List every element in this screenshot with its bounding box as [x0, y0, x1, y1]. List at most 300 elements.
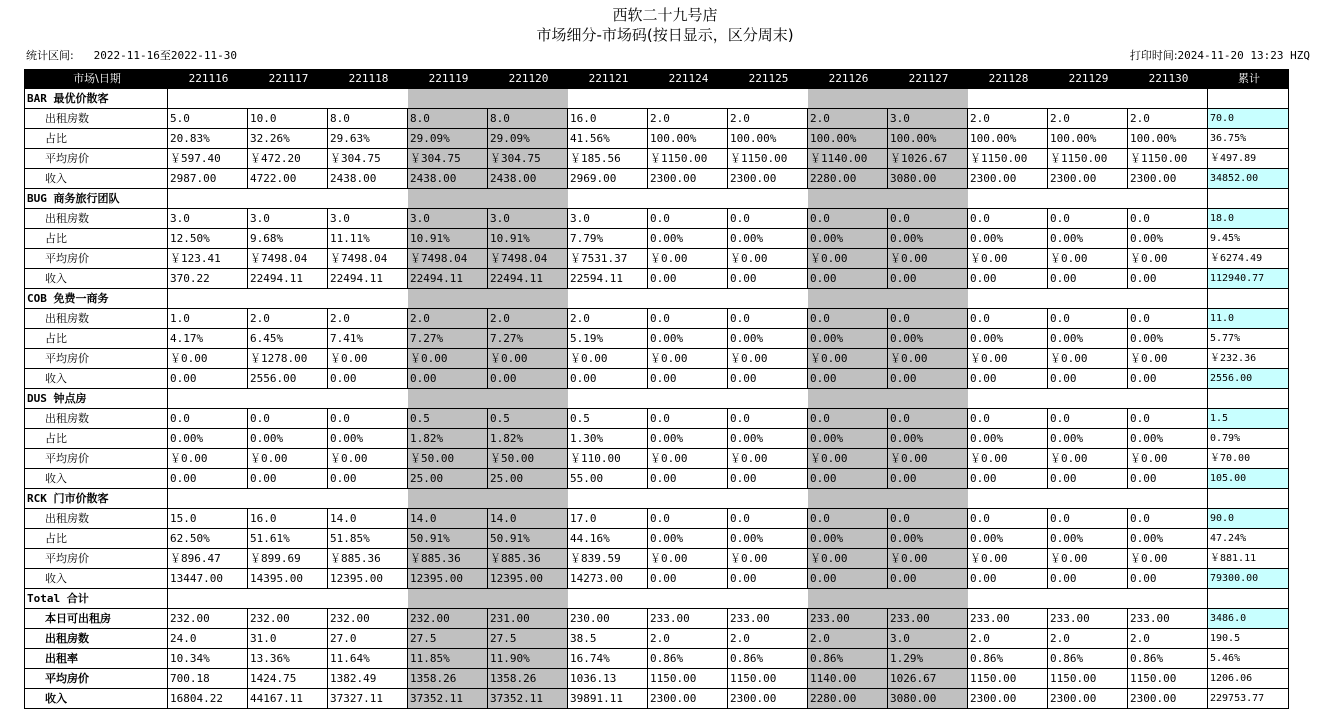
total-cell: 9.45% — [1208, 229, 1289, 249]
value-cell: 0.0 — [968, 509, 1048, 529]
value-cell: 11.64% — [328, 649, 408, 669]
value-cell: 100.00% — [968, 129, 1048, 149]
section-blank-cell — [648, 189, 728, 209]
value-cell: 11.11% — [328, 229, 408, 249]
value-cell: ￥0.00 — [328, 449, 408, 469]
table-row — [25, 609, 1289, 629]
value-cell: 100.00% — [648, 129, 728, 149]
value-cell: 16.74% — [568, 649, 648, 669]
value-cell: 0.0 — [1048, 409, 1128, 429]
section-blank-cell — [888, 89, 968, 109]
value-cell: 1358.26 — [488, 669, 568, 689]
value-cell: 0.00% — [648, 329, 728, 349]
value-cell: ￥839.59 — [568, 549, 648, 569]
total-cell: ￥881.11 — [1208, 549, 1289, 569]
value-cell: 27.0 — [328, 629, 408, 649]
value-cell: 20.83% — [168, 129, 248, 149]
value-cell: 0.0 — [1128, 309, 1208, 329]
table-row — [25, 569, 1289, 589]
value-cell: 0.00 — [408, 369, 488, 389]
total-cell: 5.46% — [1208, 649, 1289, 669]
row-label: 占比 — [25, 329, 168, 349]
section-blank-cell — [168, 389, 248, 409]
value-cell: 3080.00 — [888, 169, 968, 189]
section-header-row — [25, 389, 1289, 409]
value-cell: 2.0 — [728, 629, 808, 649]
section-blank-cell — [408, 389, 488, 409]
row-label: 占比 — [25, 229, 168, 249]
section-blank-cell — [808, 289, 888, 309]
value-cell: 2.0 — [488, 309, 568, 329]
row-label: 收入 — [25, 169, 168, 189]
value-cell: 2438.00 — [408, 169, 488, 189]
section-blank-cell — [328, 89, 408, 109]
value-cell: 0.00 — [1048, 469, 1128, 489]
table-row — [25, 409, 1289, 429]
value-cell: 2300.00 — [1048, 169, 1128, 189]
row-label: 平均房价 — [25, 149, 168, 169]
value-cell: ￥0.00 — [968, 249, 1048, 269]
value-cell: 0.00% — [808, 529, 888, 549]
value-cell: 0.0 — [648, 509, 728, 529]
value-cell: ￥50.00 — [488, 449, 568, 469]
value-cell: 0.00% — [328, 429, 408, 449]
value-cell: 0.00 — [728, 369, 808, 389]
value-cell: 0.00% — [968, 529, 1048, 549]
value-cell: 0.00% — [248, 429, 328, 449]
value-cell: 0.00% — [728, 529, 808, 549]
value-cell: 13447.00 — [168, 569, 248, 589]
value-cell: ￥0.00 — [248, 449, 328, 469]
section-blank-cell — [808, 389, 888, 409]
total-cell: 90.0 — [1208, 509, 1289, 529]
section-blank-cell — [808, 189, 888, 209]
value-cell: ￥1278.00 — [248, 349, 328, 369]
header-total: 累计 — [1208, 70, 1289, 89]
section-blank-cell — [808, 89, 888, 109]
header-date: 221129 — [1048, 70, 1128, 89]
total-cell: 229753.77 — [1208, 689, 1289, 709]
value-cell: 7.27% — [408, 329, 488, 349]
section-blank-cell — [968, 389, 1048, 409]
section-blank-cell — [1208, 389, 1289, 409]
value-cell: 100.00% — [728, 129, 808, 149]
value-cell: 11.90% — [488, 649, 568, 669]
value-cell: 2.0 — [1128, 629, 1208, 649]
section-blank-cell — [1128, 389, 1208, 409]
value-cell: ￥1026.67 — [888, 149, 968, 169]
value-cell: ￥7498.04 — [248, 249, 328, 269]
value-cell: ￥304.75 — [408, 149, 488, 169]
value-cell: 0.00% — [808, 429, 888, 449]
print-label: 打印时间: — [1129, 49, 1178, 62]
value-cell: 233.00 — [968, 609, 1048, 629]
value-cell: 1140.00 — [808, 669, 888, 689]
value-cell: 0.0 — [1128, 509, 1208, 529]
value-cell: 4722.00 — [248, 169, 328, 189]
value-cell: 55.00 — [568, 469, 648, 489]
value-cell: 232.00 — [408, 609, 488, 629]
section-blank-cell — [328, 589, 408, 609]
total-cell: 47.24% — [1208, 529, 1289, 549]
table-row — [25, 509, 1289, 529]
value-cell: 0.00 — [1128, 569, 1208, 589]
section-blank-cell — [568, 389, 648, 409]
section-blank-cell — [1128, 589, 1208, 609]
section-title: COB 免费一商务 — [25, 289, 168, 309]
value-cell: 0.0 — [808, 309, 888, 329]
value-cell: 3.0 — [568, 209, 648, 229]
total-cell: 34852.00 — [1208, 169, 1289, 189]
value-cell: 0.00% — [728, 329, 808, 349]
total-cell: 36.75% — [1208, 129, 1289, 149]
table-row — [25, 249, 1289, 269]
value-cell: 22594.11 — [568, 269, 648, 289]
section-blank-cell — [328, 189, 408, 209]
value-cell: 2.0 — [328, 309, 408, 329]
value-cell: 230.00 — [568, 609, 648, 629]
value-cell: 0.0 — [728, 309, 808, 329]
section-blank-cell — [568, 189, 648, 209]
value-cell: 233.00 — [728, 609, 808, 629]
header-date: 221117 — [248, 70, 328, 89]
value-cell: 232.00 — [328, 609, 408, 629]
value-cell: 14273.00 — [568, 569, 648, 589]
value-cell: 0.00 — [168, 369, 248, 389]
value-cell: 1358.26 — [408, 669, 488, 689]
value-cell: ￥0.00 — [808, 449, 888, 469]
value-cell: 0.00 — [648, 369, 728, 389]
section-title: Total 合计 — [25, 589, 168, 609]
value-cell: 0.00% — [808, 229, 888, 249]
value-cell: 13.36% — [248, 649, 328, 669]
section-blank-cell — [168, 189, 248, 209]
row-label: 出租房数 — [25, 209, 168, 229]
value-cell: 3.0 — [248, 209, 328, 229]
value-cell: 11.85% — [408, 649, 488, 669]
value-cell: 100.00% — [888, 129, 968, 149]
value-cell: 1150.00 — [968, 669, 1048, 689]
section-blank-cell — [968, 189, 1048, 209]
section-blank-cell — [888, 289, 968, 309]
section-title: BAR 最优价散客 — [25, 89, 168, 109]
value-cell: 0.00 — [728, 569, 808, 589]
value-cell: 0.0 — [1048, 309, 1128, 329]
value-cell: 14.0 — [328, 509, 408, 529]
row-label: 平均房价 — [25, 549, 168, 569]
value-cell: 0.00% — [1128, 429, 1208, 449]
section-blank-cell — [648, 389, 728, 409]
section-blank-cell — [648, 589, 728, 609]
value-cell: 3.0 — [888, 629, 968, 649]
total-cell: 79300.00 — [1208, 569, 1289, 589]
value-cell: ￥0.00 — [168, 449, 248, 469]
value-cell: 5.19% — [568, 329, 648, 349]
section-blank-cell — [168, 589, 248, 609]
value-cell: 100.00% — [808, 129, 888, 149]
value-cell: 0.86% — [1128, 649, 1208, 669]
section-blank-cell — [168, 289, 248, 309]
table-row — [25, 129, 1289, 149]
value-cell: 4.17% — [168, 329, 248, 349]
value-cell: 2.0 — [1128, 109, 1208, 129]
value-cell: 233.00 — [1128, 609, 1208, 629]
value-cell: 231.00 — [488, 609, 568, 629]
value-cell: 0.86% — [808, 649, 888, 669]
value-cell: 370.22 — [168, 269, 248, 289]
table-row — [25, 629, 1289, 649]
value-cell: ￥1140.00 — [808, 149, 888, 169]
value-cell: 7.27% — [488, 329, 568, 349]
section-blank-cell — [888, 589, 968, 609]
value-cell: 0.0 — [808, 409, 888, 429]
value-cell: 0.0 — [728, 209, 808, 229]
section-blank-cell — [488, 89, 568, 109]
value-cell: 0.00 — [168, 469, 248, 489]
value-cell: 62.50% — [168, 529, 248, 549]
value-cell: 0.00 — [728, 469, 808, 489]
value-cell: 0.0 — [648, 209, 728, 229]
section-header-row — [25, 589, 1289, 609]
value-cell: 1150.00 — [1048, 669, 1128, 689]
table-row — [25, 549, 1289, 569]
value-cell: ￥0.00 — [968, 349, 1048, 369]
value-cell: 17.0 — [568, 509, 648, 529]
value-cell: ￥0.00 — [648, 449, 728, 469]
section-blank-cell — [1208, 589, 1289, 609]
value-cell: 2300.00 — [1048, 689, 1128, 709]
value-cell: 0.5 — [488, 409, 568, 429]
value-cell: 0.00 — [328, 369, 408, 389]
value-cell: 14395.00 — [248, 569, 328, 589]
value-cell: 0.00 — [1048, 569, 1128, 589]
value-cell: 0.00% — [648, 429, 728, 449]
section-blank-cell — [968, 489, 1048, 509]
section-blank-cell — [1128, 489, 1208, 509]
section-blank-cell — [1208, 289, 1289, 309]
value-cell: 0.0 — [648, 409, 728, 429]
section-blank-cell — [408, 289, 488, 309]
section-blank-cell — [648, 489, 728, 509]
value-cell: 0.0 — [328, 409, 408, 429]
table-row — [25, 469, 1289, 489]
header-date: 221124 — [648, 70, 728, 89]
value-cell: 25.00 — [488, 469, 568, 489]
value-cell: 0.00% — [888, 329, 968, 349]
section-blank-cell — [248, 289, 328, 309]
value-cell: 3.0 — [408, 209, 488, 229]
value-cell: 0.86% — [1048, 649, 1128, 669]
value-cell: 0.5 — [568, 409, 648, 429]
total-cell: 5.77% — [1208, 329, 1289, 349]
value-cell: 22494.11 — [488, 269, 568, 289]
value-cell: 0.00 — [968, 569, 1048, 589]
value-cell: 2300.00 — [968, 169, 1048, 189]
value-cell: 0.00 — [248, 469, 328, 489]
table-row — [25, 529, 1289, 549]
section-blank-cell — [968, 589, 1048, 609]
total-cell: 11.0 — [1208, 309, 1289, 329]
section-blank-cell — [728, 289, 808, 309]
table-row — [25, 109, 1289, 129]
row-label: 占比 — [25, 429, 168, 449]
value-cell: 0.00 — [968, 269, 1048, 289]
section-blank-cell — [168, 489, 248, 509]
section-header-row — [25, 189, 1289, 209]
section-blank-cell — [328, 289, 408, 309]
value-cell: 12.50% — [168, 229, 248, 249]
section-blank-cell — [728, 589, 808, 609]
row-label: 平均房价 — [25, 249, 168, 269]
section-blank-cell — [728, 489, 808, 509]
value-cell: ￥0.00 — [968, 549, 1048, 569]
header-date: 221130 — [1128, 70, 1208, 89]
period-label: 统计区间: — [26, 49, 74, 62]
value-cell: 0.00 — [888, 269, 968, 289]
value-cell: 16.0 — [568, 109, 648, 129]
table-row — [25, 269, 1289, 289]
section-blank-cell — [888, 389, 968, 409]
value-cell: 29.09% — [408, 129, 488, 149]
period-value: 2022-11-16至2022-11-30 — [93, 49, 238, 62]
value-cell: 2.0 — [248, 309, 328, 329]
value-cell: 233.00 — [888, 609, 968, 629]
section-blank-cell — [808, 589, 888, 609]
value-cell: 0.0 — [728, 509, 808, 529]
value-cell: ￥7498.04 — [488, 249, 568, 269]
value-cell: 0.5 — [408, 409, 488, 429]
value-cell: 2.0 — [408, 309, 488, 329]
value-cell: 0.00 — [1048, 269, 1128, 289]
value-cell: 2300.00 — [648, 689, 728, 709]
value-cell: 3.0 — [328, 209, 408, 229]
value-cell: 0.86% — [728, 649, 808, 669]
section-blank-cell — [488, 589, 568, 609]
section-header-row — [25, 289, 1289, 309]
value-cell: 41.56% — [568, 129, 648, 149]
table-row — [25, 209, 1289, 229]
section-blank-cell — [568, 289, 648, 309]
value-cell: 37352.11 — [488, 689, 568, 709]
value-cell: 1.29% — [888, 649, 968, 669]
total-cell: 70.0 — [1208, 109, 1289, 129]
value-cell: 38.5 — [568, 629, 648, 649]
value-cell: 7.79% — [568, 229, 648, 249]
value-cell: 0.00% — [168, 429, 248, 449]
value-cell: 12395.00 — [488, 569, 568, 589]
value-cell: 2.0 — [968, 109, 1048, 129]
value-cell: ￥0.00 — [1048, 249, 1128, 269]
value-cell: 3.0 — [888, 109, 968, 129]
total-cell: 105.00 — [1208, 469, 1289, 489]
value-cell: 0.0 — [888, 509, 968, 529]
total-cell: ￥70.00 — [1208, 449, 1289, 469]
value-cell: 2300.00 — [1128, 169, 1208, 189]
value-cell: 0.0 — [888, 409, 968, 429]
value-cell: 22494.11 — [248, 269, 328, 289]
value-cell: 100.00% — [1128, 129, 1208, 149]
value-cell: ￥885.36 — [408, 549, 488, 569]
value-cell: ￥597.40 — [168, 149, 248, 169]
table-header — [25, 70, 1289, 89]
value-cell: 0.00 — [488, 369, 568, 389]
value-cell: 0.00 — [728, 269, 808, 289]
value-cell: 0.00 — [648, 269, 728, 289]
value-cell: 1.82% — [408, 429, 488, 449]
value-cell: 0.00 — [888, 369, 968, 389]
table-body — [25, 89, 1289, 709]
value-cell: 0.00% — [1048, 529, 1128, 549]
value-cell: 0.00% — [968, 329, 1048, 349]
value-cell: 7.41% — [328, 329, 408, 349]
row-label: 收入 — [25, 369, 168, 389]
value-cell: ￥0.00 — [808, 349, 888, 369]
value-cell: 0.00 — [1048, 369, 1128, 389]
value-cell: 2556.00 — [248, 369, 328, 389]
table-row — [25, 149, 1289, 169]
table-row — [25, 649, 1289, 669]
value-cell: 0.00 — [1128, 269, 1208, 289]
value-cell: 0.00 — [648, 469, 728, 489]
value-cell: 0.00% — [888, 429, 968, 449]
value-cell: 5.0 — [168, 109, 248, 129]
header-date: 221127 — [888, 70, 968, 89]
row-label: 收入 — [25, 469, 168, 489]
value-cell: 12395.00 — [328, 569, 408, 589]
section-blank-cell — [488, 289, 568, 309]
value-cell: 2987.00 — [168, 169, 248, 189]
value-cell: 0.00 — [808, 269, 888, 289]
value-cell: 100.00% — [1048, 129, 1128, 149]
value-cell: 3.0 — [168, 209, 248, 229]
total-cell: 18.0 — [1208, 209, 1289, 229]
value-cell: 12395.00 — [408, 569, 488, 589]
total-cell: ￥497.89 — [1208, 149, 1289, 169]
row-label: 占比 — [25, 129, 168, 149]
value-cell: ￥0.00 — [808, 549, 888, 569]
value-cell: ￥0.00 — [888, 349, 968, 369]
value-cell: 1382.49 — [328, 669, 408, 689]
value-cell: ￥0.00 — [888, 449, 968, 469]
section-blank-cell — [248, 189, 328, 209]
table-row — [25, 449, 1289, 469]
value-cell: 2300.00 — [968, 689, 1048, 709]
total-cell: ￥6274.49 — [1208, 249, 1289, 269]
value-cell: 27.5 — [488, 629, 568, 649]
value-cell: 233.00 — [648, 609, 728, 629]
report-title: 西软二十九号店 — [612, 6, 718, 24]
total-cell: 190.5 — [1208, 629, 1289, 649]
value-cell: ￥0.00 — [728, 449, 808, 469]
section-blank-cell — [168, 89, 248, 109]
print-value: 2024-11-20 13:23 HZQ — [1177, 49, 1310, 62]
value-cell: 0.0 — [728, 409, 808, 429]
value-cell: ￥0.00 — [328, 349, 408, 369]
value-cell: 10.34% — [168, 649, 248, 669]
value-cell: 0.00 — [328, 469, 408, 489]
row-label: 本日可出租房 — [25, 609, 168, 629]
section-blank-cell — [568, 89, 648, 109]
row-label: 收入 — [25, 689, 168, 709]
value-cell: ￥0.00 — [1048, 549, 1128, 569]
table-row — [25, 669, 1289, 689]
value-cell: ￥0.00 — [888, 249, 968, 269]
value-cell: 22494.11 — [328, 269, 408, 289]
value-cell: ￥0.00 — [648, 549, 728, 569]
value-cell: 2280.00 — [808, 689, 888, 709]
value-cell: 2.0 — [1048, 629, 1128, 649]
value-cell: 1.30% — [568, 429, 648, 449]
